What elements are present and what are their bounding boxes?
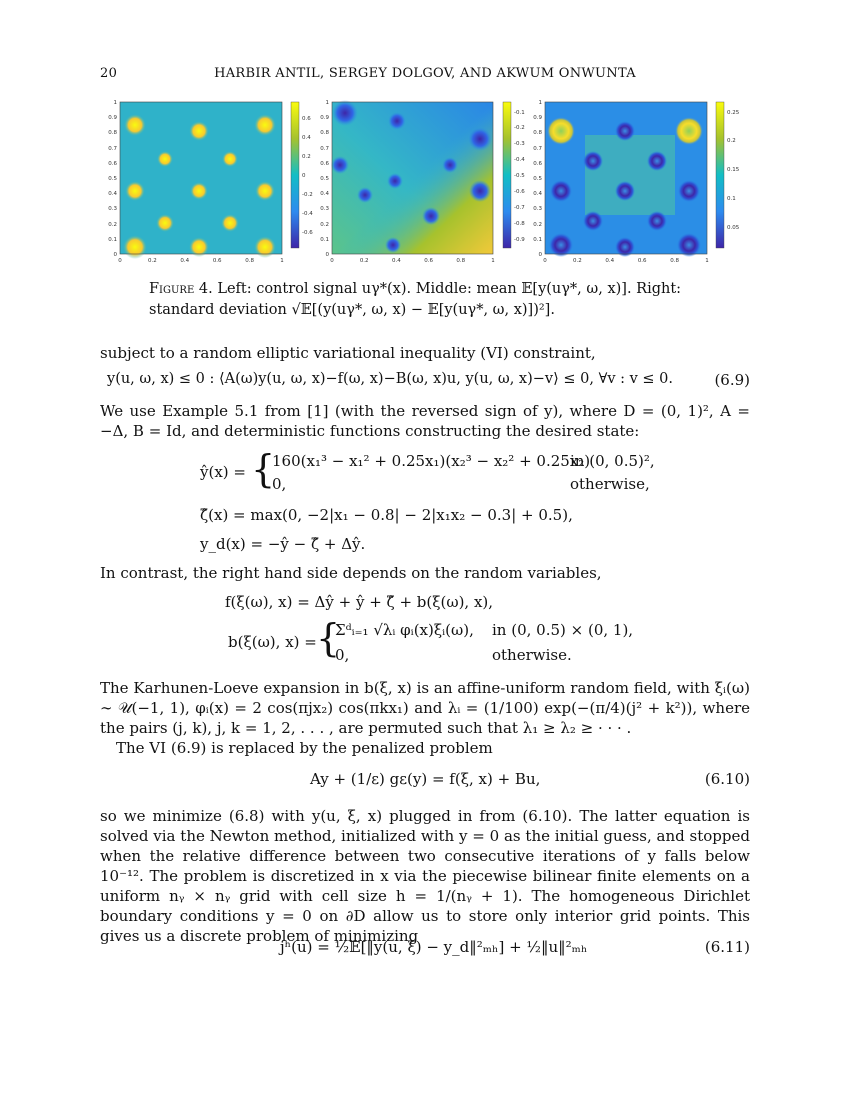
svg-text:1: 1 [538,100,542,106]
paragraph-6: so we minimize (6.8) with y(u, ξ, x) plugged in from (6.10). The latter equation is solved via the Newton method, initialized with y = 0 as the initial guess, and stopped when the relative difference between two consecutive iterations of y falls below 10⁻¹². The problem is discretized in x via the piecewise bilinear finite elements on a uniform nᵧ × nᵧ grid with cell size h = 1/(nᵧ + 1). The homogeneous Dirichlet boundary conditions y = 0 on ∂D allow us to store only interior grid points. This gives us a discrete problem of minimizing [100,807,750,945]
svg-text:-0.2: -0.2 [302,192,313,198]
svg-text:-0.7: -0.7 [514,205,525,211]
svg-text:-0.4: -0.4 [302,211,313,217]
paragraph-2: We use Example 5.1 from [1] (with the reversed sign of y), where D = (0, 1)², A = −Δ, B = Id, and deterministic functions constructing the desired state: [100,402,750,440]
svg-text:0.8: 0.8 [320,130,329,136]
svg-text:0: 0 [538,252,542,258]
svg-text:0.4: 0.4 [533,191,542,197]
b-brace: { [316,616,341,660]
svg-text:-0.6: -0.6 [514,189,525,195]
equation-6-10-number: (6.10) [704,770,750,788]
running-title: HARBIR ANTIL, SERGEY DOLGOV, AND AKWUM ONWUNTA [214,66,636,81]
equation-6-11: jʰ(u) = ½𝔼[‖y(u, ξ) − y_d‖²ₘₕ] + ½‖u‖²ₘₕ [280,938,588,956]
equation-6-10: Ay + (1/ε) gε(y) = f(ξ, x) + Bu, [310,770,541,788]
svg-text:0: 0 [118,258,122,264]
caption-line-2: standard deviation √𝔼[(y(uγ*, ω, x) − 𝔼[y(uγ*, ω, x)])²]. [149,302,555,318]
svg-text:0.5: 0.5 [533,176,542,182]
svg-text:0.6: 0.6 [320,161,329,167]
figure-4 [95,95,755,270]
panel-std [533,100,739,264]
svg-text:0.8: 0.8 [245,258,254,264]
svg-text:0.9: 0.9 [108,115,117,121]
svg-text:0.4: 0.4 [180,258,190,264]
paragraph-4: The Karhunen-Loeve expansion in b(ξ, x) is an affine-uniform random field, with ξᵢ(ω) ∼ 𝒰(−1, 1), φᵢ(x) = 2 cos(πjx₂) cos(πkx₁) and λᵢ = (1/100) exp(−(π/4)(j² + k²)), where the pairs (j, k), j, k = 1, 2, . . . , are permuted such that λ₁ ≥ λ₂ ≥ · · · . [100,679,750,737]
svg-text:0.8: 0.8 [533,130,542,136]
svg-text:0.2: 0.2 [533,222,542,228]
svg-text:0.9: 0.9 [533,115,542,121]
svg-text:1: 1 [280,258,284,264]
caption-line-1: Left: control signal uγ*(x). Middle: mean 𝔼[y(uγ*, ω, x)]. Right: [217,281,682,297]
svg-text:-0.8: -0.8 [514,221,525,227]
panel2-y-ticks [320,100,329,258]
colorbar-control-ticks [302,116,313,236]
svg-text:0.3: 0.3 [108,206,117,212]
panel1-y-ticks [108,100,117,258]
svg-text:0.4: 0.4 [302,135,311,141]
svg-text:0.05: 0.05 [727,225,740,231]
svg-text:0.5: 0.5 [108,176,117,182]
colorbar-control [291,102,299,248]
panel3-x-ticks [543,258,709,264]
svg-text:0.15: 0.15 [727,167,740,173]
svg-text:0.9: 0.9 [320,115,329,121]
paragraph-3: In contrast, the right hand side depends on the random variables, [100,564,602,582]
svg-text:1: 1 [113,100,117,106]
svg-text:0.2: 0.2 [302,154,311,160]
equation-6-11-number: (6.11) [704,938,750,956]
caption-label: Figure 4. [149,281,213,297]
page-number: 20 [100,66,118,81]
figure-caption [149,279,709,321]
svg-text:0.2: 0.2 [148,258,157,264]
svg-text:0.25: 0.25 [727,110,740,116]
svg-text:0.2: 0.2 [359,258,369,264]
colorbar-mean [503,102,511,248]
svg-text:-0.6: -0.6 [302,230,313,236]
svg-text:0.2: 0.2 [727,138,736,144]
panel1-x-ticks [118,258,284,264]
zeta-equation: ζ̂(x) = max(0, −2|x₁ − 0.8| − 2|x₁x₂ − 0.3| + 0.5), [200,506,573,524]
svg-text:0.8: 0.8 [456,258,466,264]
svg-text:0.4: 0.4 [392,258,401,264]
panel2-x-ticks [330,258,495,264]
svg-text:0: 0 [113,252,117,258]
svg-text:-0.3: -0.3 [514,141,525,147]
svg-text:-0.9: -0.9 [514,237,525,243]
yhat-case-2: 0, [272,475,287,493]
svg-text:0.1: 0.1 [108,237,117,243]
svg-text:-0.2: -0.2 [514,125,525,131]
svg-text:0.7: 0.7 [533,146,542,152]
svg-text:0.1: 0.1 [533,237,542,243]
svg-text:-0.4: -0.4 [514,157,525,163]
panel-control-signal [108,100,313,264]
svg-text:0.4: 0.4 [320,191,329,197]
yhat-case-1: 160(x₁³ − x₁² + 0.25x₁)(x₂³ − x₂² + 0.25x₂) [272,452,591,470]
svg-text:0.6: 0.6 [212,258,222,264]
colorbar-mean-ticks [514,110,525,243]
yhat-lhs: ŷ(x) = [200,463,246,481]
svg-text:0.4: 0.4 [605,258,615,264]
svg-text:0.2: 0.2 [320,222,329,228]
svg-text:0: 0 [325,252,329,258]
svg-text:-0.1: -0.1 [514,110,525,116]
svg-text:1: 1 [705,258,709,264]
f-equation: f(ξ(ω), x) = Δŷ + ŷ + ζ̂ + b(ξ(ω), x), [225,593,494,611]
svg-text:0.1: 0.1 [320,237,329,243]
svg-text:0.4: 0.4 [108,191,117,197]
svg-text:0.6: 0.6 [424,258,433,264]
colorbar-std [716,102,724,248]
panel3-y-ticks [533,100,542,258]
b-lhs: b(ξ(ω), x) = [228,633,317,651]
equation-6-9-number: (6.9) [714,371,750,389]
svg-text:0: 0 [543,258,547,264]
svg-text:0: 0 [330,258,334,264]
svg-text:0.8: 0.8 [670,258,679,264]
b-case-2: 0, [335,646,350,664]
yd-equation: y_d(x) = −ŷ − ζ̂ + Δŷ. [200,535,366,553]
svg-text:0.8: 0.8 [108,130,117,136]
b-condition-2: otherwise. [492,646,572,664]
svg-text:0.2: 0.2 [573,258,582,264]
svg-text:0.3: 0.3 [533,206,542,212]
b-case-1: Σᵈᵢ₌₁ √λᵢ φᵢ(x)ξᵢ(ω), [335,621,474,639]
svg-text:0.6: 0.6 [637,258,647,264]
colorbar-std-ticks [727,110,740,231]
paragraph-1: subject to a random elliptic variational inequality (VI) constraint, [100,344,596,362]
svg-text:0.7: 0.7 [320,146,329,152]
svg-text:0.1: 0.1 [727,196,736,202]
svg-text:0.5: 0.5 [320,176,329,182]
svg-text:0.3: 0.3 [320,206,329,212]
panel-mean [320,100,525,264]
svg-text:0.7: 0.7 [108,146,117,152]
svg-text:0.6: 0.6 [302,116,311,122]
svg-text:0.6: 0.6 [108,161,117,167]
svg-text:1: 1 [325,100,329,106]
paragraph-5: The VI (6.9) is replaced by the penalized problem [116,739,493,757]
equation-6-9: y(u, ω, x) ≤ 0 : ⟨A(ω)y(u, ω, x)−f(ω, x)−B(ω, x)u, y(u, ω, x)−v⟩ ≤ 0, ∀v : v ≤ 0. [107,371,674,387]
svg-text:0.6: 0.6 [533,161,542,167]
yhat-condition-2: otherwise, [570,475,650,493]
b-condition-1: in (0, 0.5) × (0, 1), [492,621,634,639]
svg-text:-0.5: -0.5 [514,173,525,179]
yhat-condition-1: in (0, 0.5)², [570,452,655,470]
svg-text:1: 1 [491,258,495,264]
svg-text:0: 0 [302,173,306,179]
svg-text:0.2: 0.2 [108,222,117,228]
yhat-brace: { [251,447,276,491]
